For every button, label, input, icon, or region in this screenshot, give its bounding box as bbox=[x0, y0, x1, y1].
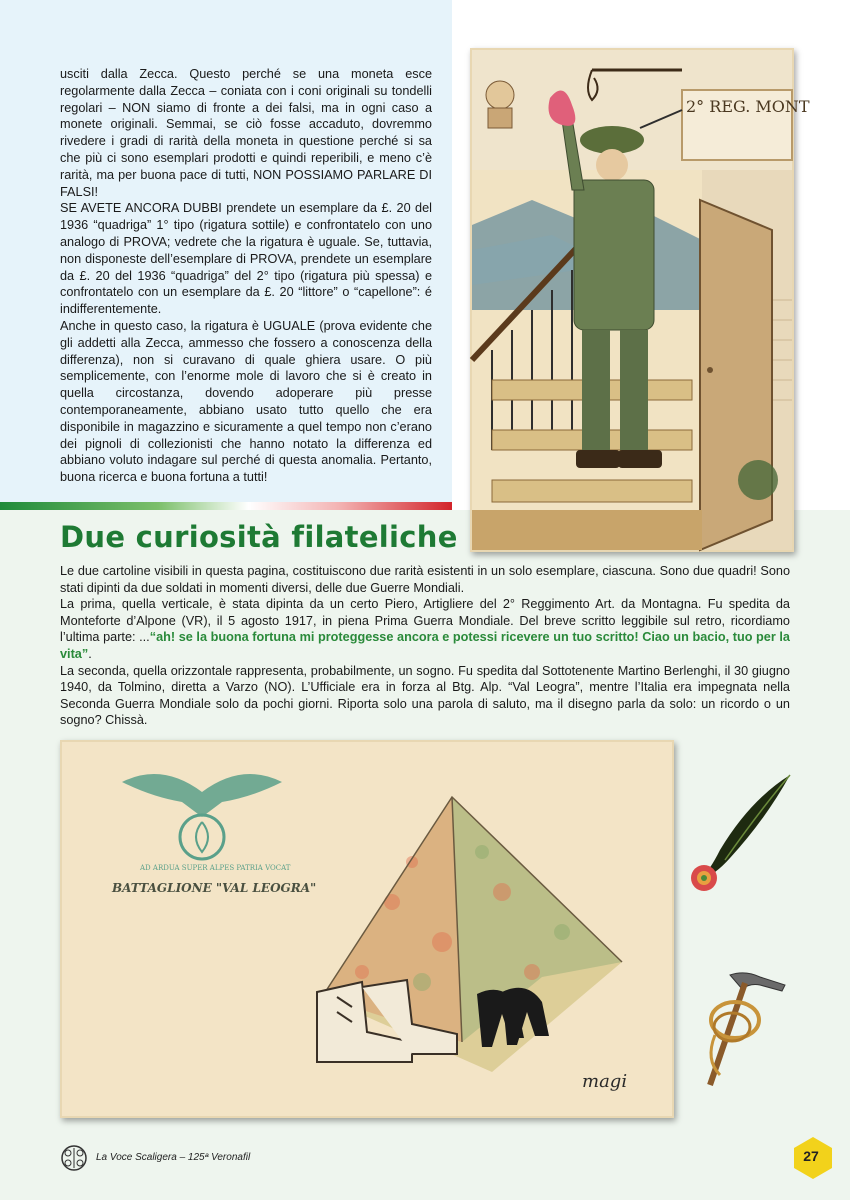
body-paragraph-2 bbox=[60, 596, 790, 662]
battalion-label: BATTAGLIONE "VAL LEOGRA" bbox=[112, 881, 317, 895]
painter-signature: magi bbox=[582, 1071, 628, 1092]
section-body bbox=[60, 563, 790, 729]
soldier-painting-illustration bbox=[472, 50, 810, 550]
body-paragraph-3: La seconda, quella orizzontale rappresenta, probabilmente, un sogno. Fu spedita dal Sottotenente Martino Berlenghi, il 30 giugno 1940, da Tolmino, diretta a Varzo (NO). L’Ufficiale era in forza al Btg. Alp. “Val Leogra”, mentre l’Italia era impegnata nella Seconda Guerra Mondiale solo da pochi giorni. Riporta solo una parola di saluto, ma il disegno parla da solo: un ricordo o un sogno? Chissà. bbox=[60, 663, 790, 728]
footer-publication: La Voce Scaligera – 125ª Veronafil bbox=[96, 1152, 251, 1163]
postcard-horizontal-tent bbox=[60, 740, 674, 1118]
article-paragraph-1: usciti dalla Zecca. Questo perché se una moneta esce regolarmente dalla Zecca – coniata con i coni originali su tondelli regolari – NON siamo di fronte a dei falsi, ma in ogni caso a monete originali. Semmai, se ciò fosse accaduto, dovremmo rivedere i gradi di rarità della moneta in questione perché si sa che più ci sono esemplari prodotti e quindi reperibili, e meno c’è rarità, ma per buona pace di tutti, NON POSSIAMO PARLARE DI FALSI! bbox=[60, 67, 432, 199]
continued-article-text bbox=[60, 66, 432, 486]
body-paragraph-2-end: . bbox=[88, 646, 92, 661]
postcard-quote: “ah! se la buona fortuna mi proteggesse ancora e potessi ricevere un tuo scritto! Ciao un bacio, tuo per la vita” bbox=[60, 630, 790, 661]
article-paragraph-3: Anche in questo caso, la rigatura è UGUALE (prova evidente che gli addetti alla Zecca, ammesso che fossero a conoscenza della differenza), non si curavano di quale ghiera usare. O più semplicemente, con l’enorme mole di lavoro che si è creato in quella circostanza, dovendo adoperare più presse contemporaneamente, abbiano usato tutto quello che era disponibile in magazzino e sicuramente a quel tempo non c’erano dei pignoli di collezionisti che hanno notato la differenza ed abbiano voluto indagare sul perché di questa anomalia. Pertanto, buona ricerca e buona fortuna a tutti! bbox=[60, 318, 432, 485]
ice-axe-rope-icon bbox=[690, 965, 800, 1095]
tricolor-divider bbox=[0, 502, 452, 510]
article-paragraph-2: SE AVETE ANCORA DUBBI prendete un esemplare da £. 20 del 1936 “quadriga” 1° tipo (rigatura sottile) e confrontatelo con uno analogo di PROVA; vedrete che la rigatura è uguale. Se, tuttavia, non disponeste dell’esemplare di PROVA, prendete un esemplare da £. 20 del 1936 “quadriga” del 2° tipo (rigatura più spessa) e confrontatelo con un esemplare da £. 20 “littore” o “capellone”: é indifferentemente. bbox=[60, 201, 432, 317]
body-paragraph-2-text: La prima, quella verticale, è stata dipinta da un certo Piero, Artigliere del 2° Reggimento Art. da Montagna. Fu spedita da Monteforte d’Alpone (VR), il 5 agosto 1917, in piena Prima Guerra Mondiale. Del breve scritto leggibile sul retro, ricordiamo l’ultima parte: ... bbox=[60, 597, 790, 645]
publication-logo-icon bbox=[60, 1144, 88, 1172]
section-title: Due curiosità filateliche bbox=[60, 520, 458, 554]
postcard-vertical-soldier bbox=[470, 48, 810, 552]
regiment-sign-text: 2° REG. MONT bbox=[686, 97, 810, 116]
tent-painting-illustration bbox=[62, 742, 672, 1116]
page-number: 27 bbox=[803, 1148, 819, 1164]
alpine-feather-icon bbox=[680, 770, 795, 900]
emblem-motto: AD ARDUA SUPER ALPES PATRIA VOCAT bbox=[140, 864, 291, 872]
body-paragraph-1: Le due cartoline visibili in questa pagina, costituiscono due rarità esistenti in un solo esemplare, ciascuna. Sono due quadri! Sono stati dipinti da due soldati in momenti diversi, delle due Guerre Mondiali. bbox=[60, 564, 790, 595]
